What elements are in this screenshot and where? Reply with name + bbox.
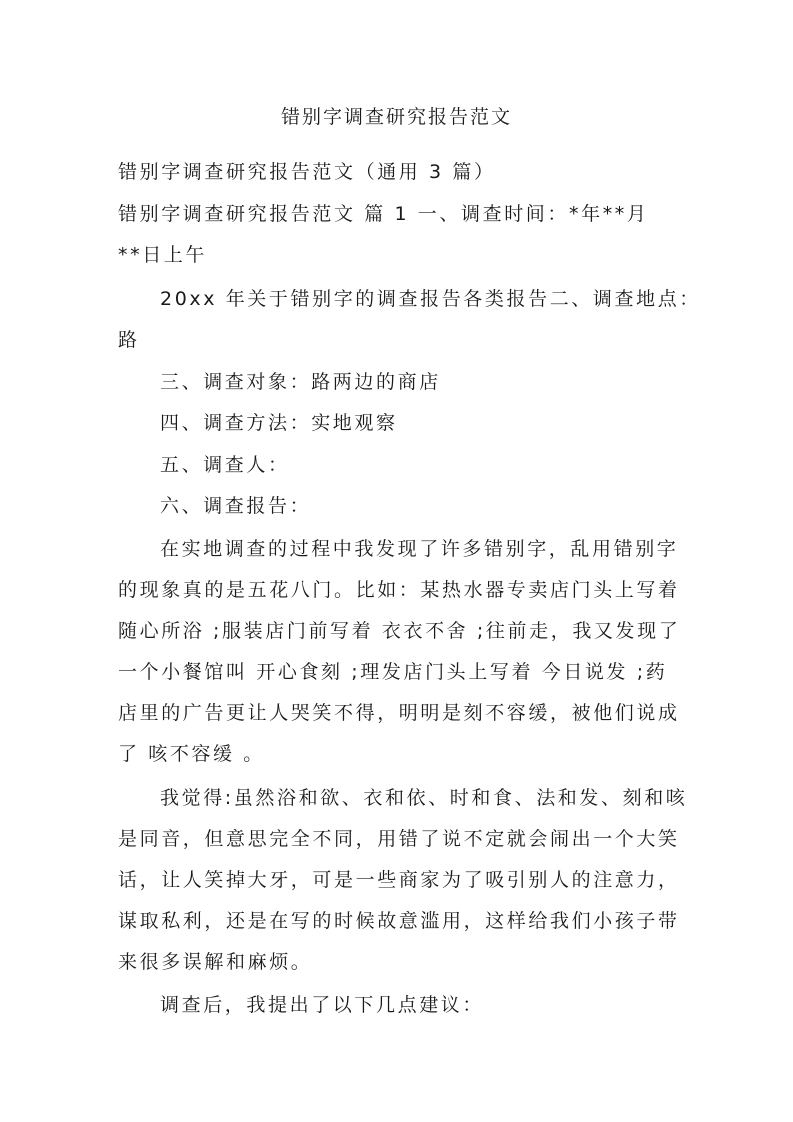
paragraph-line: 是同音，但意思完全不同，用错了说不定就会闹出一个大笑 bbox=[118, 828, 680, 850]
paragraph-line: 话，让人笑掉大牙，可是一些商家为了吸引别人的注意力， bbox=[118, 869, 680, 891]
text-line: 20xx 年关于错别字的调查报告各类报告二、调查地点： bbox=[160, 288, 701, 310]
paragraph-line: 一个小餐馆叫 开心食刻 ;理发店门头上写着 今日说发 ;药 bbox=[118, 661, 668, 683]
paragraph-line: 的现象真的是五花八门。比如：某热水器专卖店门头上写着 bbox=[118, 579, 680, 601]
paragraph-line: 谋取私利，还是在写的时候故意滥用，这样给我们小孩子带 bbox=[118, 910, 680, 932]
paragraph-line: 随心所浴 ;服装店门前写着 衣衣不舍 ;往前走，我又发现了 bbox=[118, 620, 681, 642]
text-line: **日上午 bbox=[118, 244, 208, 266]
paragraph-line: 来很多误解和麻烦。 bbox=[118, 951, 313, 973]
section-item-6: 六、调查报告： bbox=[160, 495, 312, 517]
section-item-4: 四、调查方法：实地观察 bbox=[160, 412, 398, 434]
text-line: 路 bbox=[118, 329, 140, 351]
paragraph-line: 在实地调查的过程中我发现了许多错别字，乱用错别字 bbox=[160, 538, 679, 560]
document-subtitle: 错别字调查研究报告范文（通用 3 篇） bbox=[118, 161, 496, 183]
paragraph-line: 了 咳不容缓 。 bbox=[118, 743, 265, 765]
paragraph-line: 店里的广告更让人哭笑不得，明明是刻不容缓，被他们说成 bbox=[118, 702, 680, 724]
section-item-5: 五、调查人： bbox=[160, 454, 290, 476]
section-item-3: 三、调查对象：路两边的商店 bbox=[160, 371, 441, 393]
paragraph-line: 调查后，我提出了以下几点建议： bbox=[160, 994, 485, 1016]
paragraph-line: 我觉得:虽然浴和欲、衣和依、时和食、法和发、刻和咳 bbox=[160, 787, 688, 809]
document-title: 错别字调查研究报告范文 bbox=[280, 106, 512, 128]
text-line: 错别字调查研究报告范文 篇 1 一、调查时间：*年**月 bbox=[118, 203, 649, 225]
